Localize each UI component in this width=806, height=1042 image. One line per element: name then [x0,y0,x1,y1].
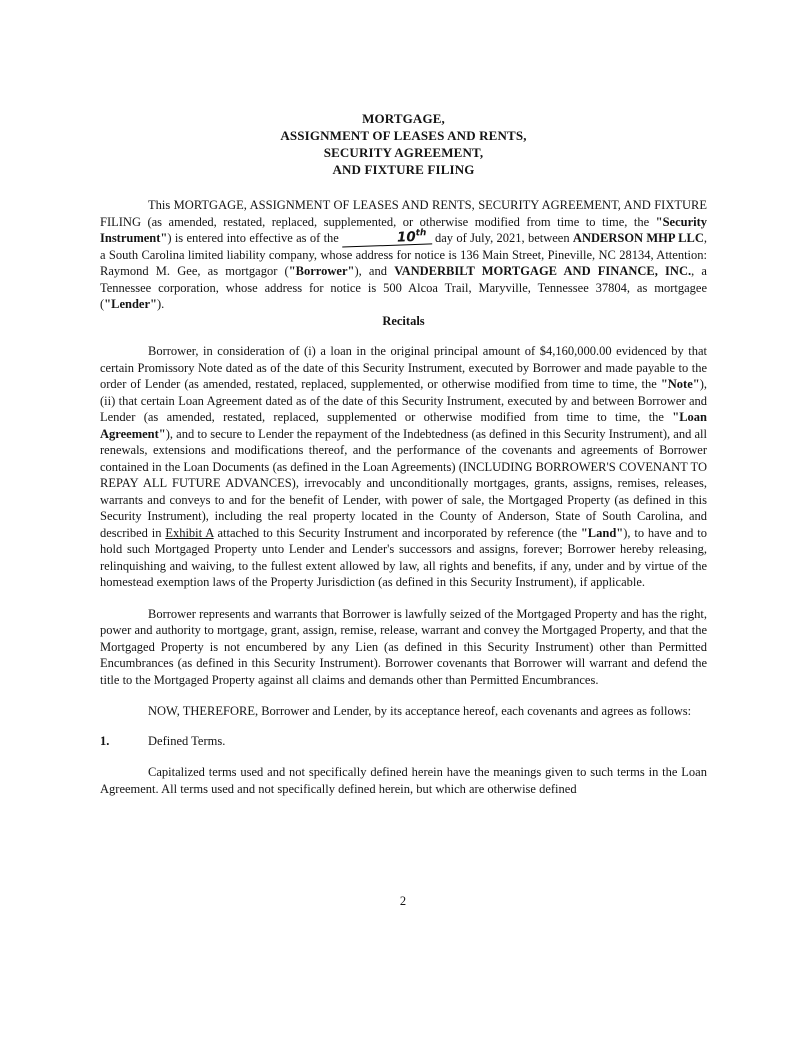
title-line-4: AND FIXTURE FILING [332,162,475,177]
title-line-1: MORTGAGE, [362,111,445,126]
section-1-heading [100,733,707,750]
granting-paragraph: Borrower, in consideration of (i) a loan in the original principal amount of $4,160,000.00 evidenced by that certain Promissory Note dated as of the date of this Security Instrument, executed by Borrower and made payable to the order of Lender (as amended, restated, replaced, supplemented, or otherwise modified from time to time, the "Note"), (ii) that certain Loan Agreement dated as of the date of this Security Instrument, executed by and between Borrower and Lender (as amended, restated, replaced, supplemented or otherwise modified from time to time, the "Loan Agreement"), and to secure to Lender the repayment of the Indebtedness (as defined in this Security Instrument), and all renewals, extensions and modifications thereof, and the performance of the covenants and agreements of Borrower contained in the Loan Documents (as defined in the Loan Agreements) (INCLUDING BORROWER'S COVENANT TO REPAY ALL FUTURE ADVANCES), irrevocably and unconditionally mortgages, grants, assigns, remises, releases, warrants and conveys to and for the benefit of Lender, with power of sale, the Mortgaged Property (as defined in this Security Instrument), including the real property located in the County of Anderson, State of South Carolina, and described in Exhibit A attached to this Security Instrument and incorporated by reference (the "Land"), to have and to hold such Mortgaged Property unto Lender and Lender's successors and assigns, forever; Borrower hereby releasing, relinquishing and waiving, to the fullest extent allowed by law, all rights and benefits, if any, under and by virtue of the homestead exemption laws of the Property Jurisdiction (as defined in this Security Instrument), if applicable. [100,344,707,589]
recitals-heading: Recitals [382,313,425,328]
section-1-number: 1. [100,733,110,748]
title-line-3: SECURITY AGREEMENT, [323,145,484,160]
document-title [100,110,707,178]
now-therefore-paragraph: NOW, THEREFORE, Borrower and Lender, by its acceptance hereof, each covenants and agrees as follows: [148,704,692,718]
opening-paragraph: This MORTGAGE, ASSIGNMENT OF LEASES AND RENTS, SECURITY AGREEMENT, AND FIXTURE FILING (as amended, restated, replaced, supplemented, or otherwise modified from time to time, the "Security Instrument") is entered into effective as of the 10th day of July, 2021, between ANDERSON MHP LLC, a South Carolina limited liability company, whose address for notice is 136 Main Street, Pineville, NC 28134, Attention: Raymond M. Gee, as mortgagor ("Borrower"), and VANDERBILT MORTGAGE AND FINANCE, INC., a Tennessee corporation, whose address for notice is 500 Alcoa Trail, Maryville, Tennessee 37804, as mortgagee ("Lender"). [100,198,707,311]
warranty-paragraph: Borrower represents and warrants that Borrower is lawfully seized of the Mortgaged Property and has the right, power and authority to mortgage, grant, assign, remise, release, warrant and convey the Mortgaged Property, and that the Mortgaged Property is not encumbered by any Lien (as defined in this Security Instrument) other than Permitted Encumbrances (as defined in this Security Instrument). Borrower covenants that Borrower will warrant and defend the title to the Mortgaged Property against all claims and demands other than Permitted Encumbrances. [100,606,707,687]
page-number: 2 [399,894,407,908]
section-1-title: Defined Terms. [148,733,226,748]
title-line-2: ASSIGNMENT OF LEASES AND RENTS, [280,128,527,143]
defined-terms-paragraph: Capitalized terms used and not specifically defined herein have the meanings given to such terms in the Loan Agreement. All terms used and not specifically defined herein, but which are otherwise defined [100,765,707,796]
